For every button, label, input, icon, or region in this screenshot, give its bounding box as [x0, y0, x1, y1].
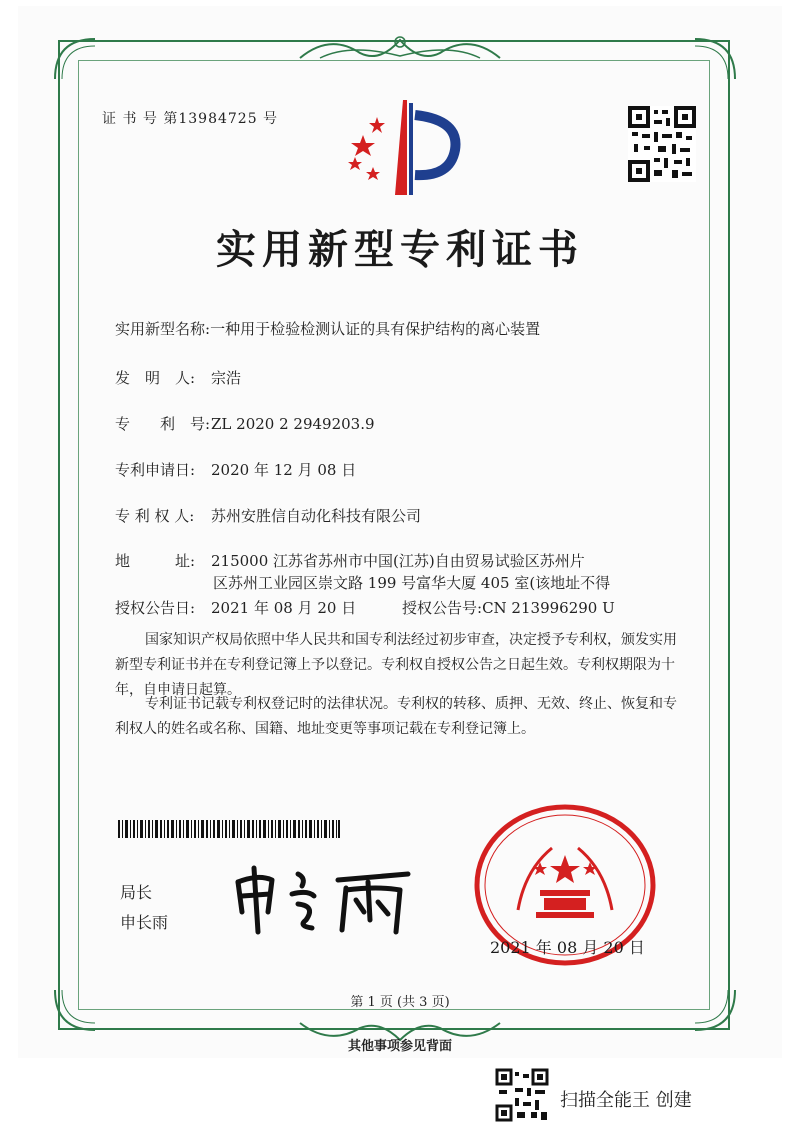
patent-number-label: 专 利 号:	[115, 415, 211, 433]
back-side-note: 其他事项参见背面	[347, 1039, 452, 1054]
field-grant-date	[115, 597, 356, 618]
grant-date-value: 2021 年 08 月 20 日	[211, 599, 357, 617]
field-address	[115, 550, 585, 571]
utility-name-value: 一种用于检验检测认证的具有保护结构的离心装置	[210, 320, 541, 338]
seal-date: 2021 年 08 月 20 日	[490, 938, 645, 957]
application-date-label: 专利申请日:	[115, 461, 196, 479]
field-grant-number	[402, 597, 615, 618]
cnipa-logo-icon	[345, 95, 465, 205]
director-role: 局长	[120, 883, 153, 902]
signature-icon	[228, 860, 418, 940]
certificate-title: 实用新型专利证书	[216, 227, 584, 273]
field-patentee	[115, 505, 421, 526]
scanner-qr-icon	[495, 1068, 549, 1122]
patent-number-value: ZL 2020 2 2949203.9	[211, 415, 375, 433]
page-indicator: 第 1 页 (共 3 页)	[350, 995, 450, 1010]
legal-status-paragraph: 专利证书记载专利权登记时的法律状况。专利权的转移、质押、无效、终止、恢复和专利权人的姓名或名称、国籍、地址变更等事项记载在专利登记簿上。	[115, 696, 677, 737]
corner-ornament-tl-icon	[50, 34, 100, 84]
field-address-line2	[213, 572, 610, 593]
grant-number-label: 授权公告号:	[402, 599, 483, 617]
utility-name-label: 实用新型名称:	[115, 320, 211, 338]
address-value-line1: 215000 江苏省苏州市中国(江苏)自由贸易试验区苏州片	[211, 552, 585, 570]
grant-statement-paragraph: 国家知识产权局依照中华人民共和国专利法经过初步审查，决定授予专利权，颁发实用新型专利证书并在专利登记簿上予以登记。专利权自授权公告之日起生效。专利权期限为十年，自申请日起算。	[115, 632, 677, 698]
qr-code-icon	[628, 106, 696, 182]
corner-ornament-tr-icon	[690, 34, 740, 84]
address-label: 地 址:	[115, 552, 196, 570]
field-application-date	[115, 459, 356, 480]
inventor-value: 宗浩	[211, 369, 242, 387]
patentee-label: 专 利 权 人:	[115, 507, 195, 525]
barcode-icon	[118, 820, 340, 838]
director-name: 申长雨	[120, 913, 169, 932]
field-patent-number	[115, 413, 375, 434]
patentee-value: 苏州安胜信自动化科技有限公司	[211, 507, 422, 525]
certificate-number: 证 书 号 第13984725 号	[102, 111, 279, 127]
application-date-value: 2020 年 12 月 08 日	[211, 461, 357, 479]
address-value-line2: 区苏州工业园区崇文路 199 号富华大厦 405 室(该地址不得	[213, 574, 611, 592]
grant-date-label: 授权公告日:	[115, 599, 196, 617]
field-utility-name	[115, 318, 540, 339]
grant-number-value: CN 213996290 U	[482, 599, 615, 617]
field-inventor	[115, 367, 241, 388]
top-ornament-icon	[290, 28, 510, 68]
inventor-label: 发 明 人:	[115, 369, 196, 387]
scanner-watermark-text: 扫描全能王 创建	[560, 1090, 692, 1111]
